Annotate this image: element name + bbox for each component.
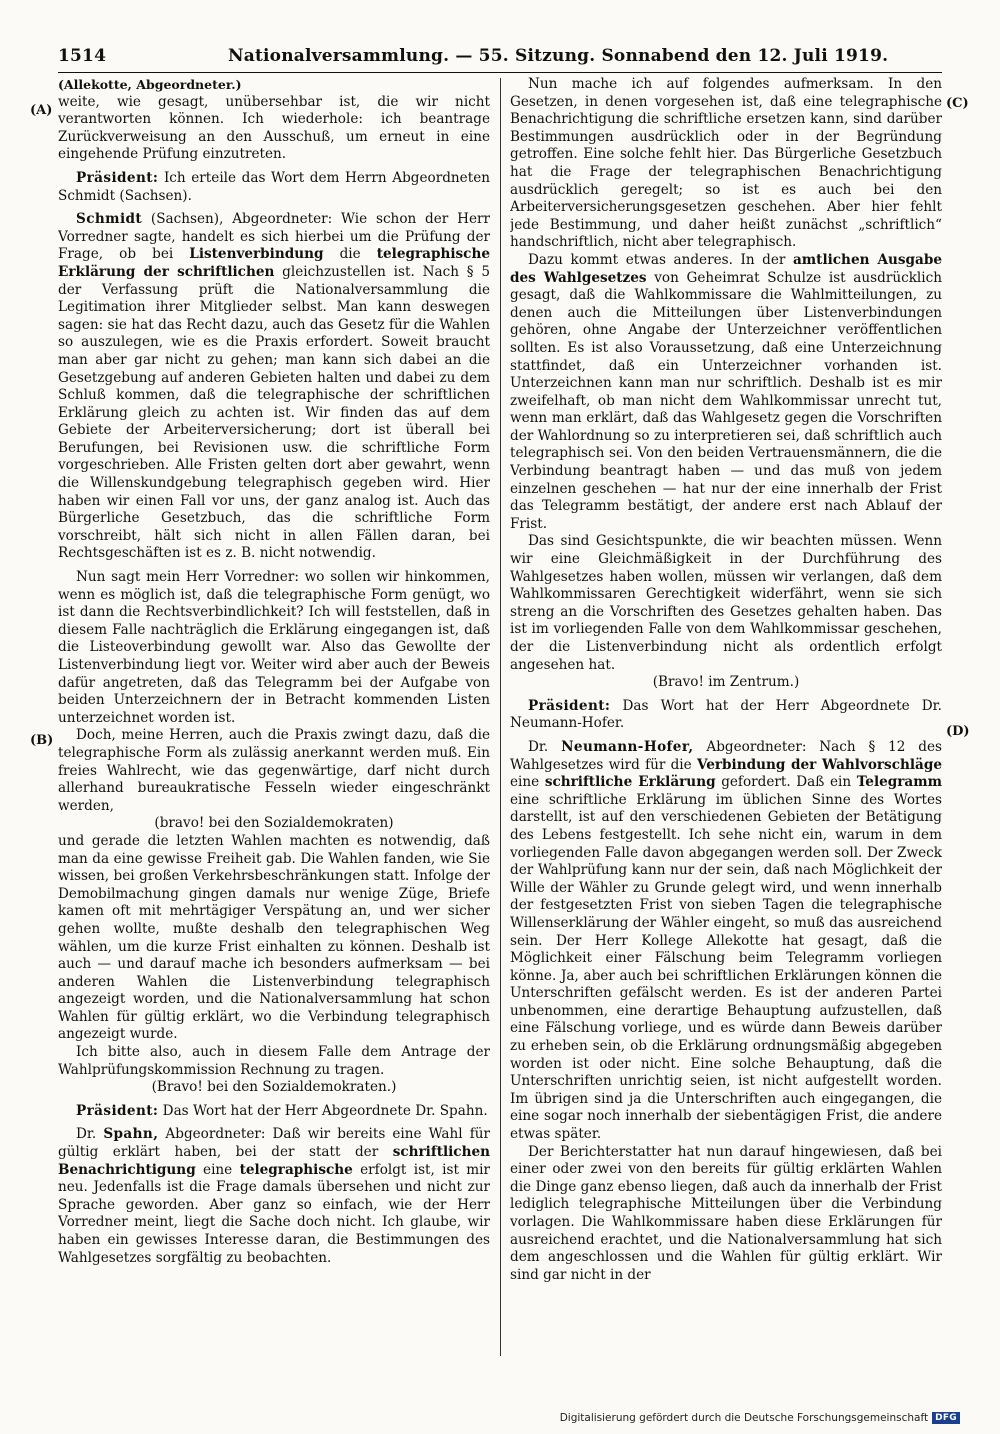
page-number: 1514 bbox=[58, 46, 107, 66]
speaker-name: Schmidt bbox=[76, 211, 143, 228]
emphasis: schriftlichen Benachrichtigung bbox=[58, 1144, 490, 1178]
speaker-name: Präsident: bbox=[76, 169, 159, 186]
speaker-name: Präsident: bbox=[76, 1102, 159, 1119]
paragraph-text: von Geheimrat Schulze ist ausdrücklich gesagt, daß die Wahlkommissare die Wahlmitteilungen, zu denen auch die Mitteilungen über Listenverbindungen gehören, ohne Angabe der Unterzeichner veröffentlichen sollten. Es ist also Voraussetzung, daß eine Unterzeichnung stattfindet, daß ein Unterzeichner vorhanden ist. Unterzeichnen kann man nur schriftlich. Deshalb ist es mir zweifelhaft, ob man nicht dem Wahlkommissar unrecht tut, wenn man erklärt, daß das Wahlgesetz gegen die Vorschriften der Wahlordnung so zu interpretieren sei, daß schriftlich auch telegraphisch sei. Von den beiden Vertrauensmännern, die die Verbindung beantragt haben — und das muß von jedem einzelnen geschehen — hat nur der eine innerhalb der Frist das Telegramm bestätigt, der andere erst nach Ablauf der Frist. bbox=[510, 269, 942, 532]
paragraph bbox=[58, 1103, 490, 1121]
paragraph bbox=[58, 170, 490, 205]
emphasis: Telegramm bbox=[856, 774, 942, 791]
paragraph-text: Dazu kommt etwas anderes. In der bbox=[528, 251, 786, 268]
paragraph-text: eine bbox=[203, 1161, 233, 1178]
paragraph bbox=[58, 1126, 490, 1267]
paragraph-text: Abgeordneter: Nach § 12 des Wahlgesetzes wird für die bbox=[510, 738, 942, 773]
emphasis: schriftliche Erklärung bbox=[544, 774, 716, 791]
paragraph-text: Abgeordneter: Daß wir bereits eine Wahl für gültig erklärt haben, bei der statt der bbox=[58, 1126, 490, 1161]
margin-marker-d: (D) bbox=[946, 724, 970, 739]
running-title: Nationalversammlung. — 55. Sitzung. Sonnabend den 12. Juli 1919. bbox=[228, 46, 889, 66]
emphasis: amtlichen Ausgabe des Wahlgesetzes bbox=[510, 251, 942, 286]
margin-marker-b: (B) bbox=[30, 733, 54, 748]
title-prefix: Dr. bbox=[76, 1126, 97, 1143]
right-column bbox=[510, 76, 942, 1356]
margin-marker-a: (A) bbox=[30, 103, 53, 118]
interjection: (bravo! bei den Sozialdemokraten) bbox=[154, 815, 394, 832]
speaker-name: Spahn, bbox=[103, 1126, 159, 1143]
paragraph bbox=[510, 698, 942, 733]
paragraph bbox=[510, 739, 942, 1144]
margin-marker-c: (C) bbox=[946, 96, 969, 111]
paragraph-text: erfolgt ist, ist mir neu. Jedenfalls ist die Frage damals übersehen und nicht zur Sprache geworden. Aber ganz so einfach, wie der Herr Vorredner meint, liegt die Sache doch nicht. Ich glaube, wir haben ein gewisses Interesse daran, die Bestimmungen des Wahlgesetzes sorgfältig zu beobachten. bbox=[58, 1161, 490, 1266]
paragraph-text: Ich erteile das Wort dem Herrn Abgeordneten Schmidt (Sachsen). bbox=[58, 169, 490, 204]
column-divider bbox=[500, 78, 501, 1356]
paragraph-text: eine bbox=[510, 774, 540, 791]
funding-credit: Digitalisierung gefördert durch die Deutsche Forschungsgemeinschaft bbox=[559, 1412, 929, 1424]
paragraph: Nun mache ich auf folgendes aufmerksam. In den Gesetzen, in denen vorgesehen ist, daß eine telegraphische Benachrichtigung die schriftliche ersetzen kann, sind darüber Bestimmungen ausdrücklich oder in der Begründung getroffen. Eine solche fehlt hier. Das Bürgerliche Gesetzbuch hat die Frage der telegraphischen Benachrichtigung ausdrücklich geregelt; so ist es auch bei den Arbeiterversicherungsgesetzen geschehen. Aber hier fehlt jede Bestimmung, und daher heißt zunächst „schriftlich“ handschriftlich, nicht aber telegraphisch. bbox=[510, 76, 942, 251]
paragraph-text: die bbox=[339, 246, 361, 263]
paragraph bbox=[58, 211, 490, 563]
interjection: (Bravo! im Zentrum.) bbox=[652, 674, 800, 691]
paragraph-text: (Sachsen), Abgeordneter: Wie schon der Herr Vorredner sagte, handelt es sich hierbei um die Prüfung der Frage, ob bei bbox=[58, 211, 490, 263]
dfg-logo: DFG bbox=[932, 1412, 960, 1424]
digitization-footer bbox=[560, 1412, 960, 1424]
title-prefix: Dr. bbox=[528, 738, 549, 755]
emphasis: telegraphische bbox=[239, 1161, 353, 1178]
paragraph-text: gleichzustellen ist. Nach § 5 der Verfassung prüft die Nationalversammlung die Legitimation ihrer Mitglieder selbst. Man kann deswegen sagen: sie hat das Recht dazu, auch das Gesetz für die Wahlen so auszulegen, wie es die Praxis erfordert. Soweit braucht man aber gar nicht zu gehen; man kann sich dabei an die Gesetzgebung auf anderen Gebieten halten und dabei zu dem Schluß kommen, daß die telegraphische der schriftlichen Erklärung gleich zu achten ist. Wir finden das auf dem Gebiete der Arbeiterversicherung; dort ist überall bei Berufungen, bei Revisionen usw. die schriftliche Form vorgeschrieben. Alle Fristen gelten dort aber gewahrt, wenn die Willenskundgebung telegraphisch gegeben wird. Hier haben wir einen Fall vor uns, der ganz analog ist. Auch das Bürgerliche Gesetzbuch, das die schriftliche Form vorschreibt, hält sich nicht in allen Fällen daran, bei Rechtsgeschäften ist es z. B. nicht notwendig. bbox=[58, 263, 490, 562]
emphasis: telegraphische Erklärung der schriftlichen bbox=[58, 246, 490, 280]
paragraph: und gerade die letzten Wahlen machten es notwendig, daß man da eine gewisse Freiheit gab. Die Wahlen fanden, wie Sie wissen, bei großen Verkehrsbeschränkungen statt. Infolge der Demobilmachung gingen damals nur wenige Züge, Briefe kamen oft mit mehrtägiger Verspätung an, und wer sicher gehen wollte, mußte deshalb den telegraphischen Weg wählen, um die kurze Frist einhalten zu können. Deshalb ist auch — und darauf mache ich besonders aufmerksam — bei anderen Wahlen die Listenverbindung telegraphisch angezeigt worden, und die Nationalversammlung hat schon Wahlen für gültig erklärt, wo die Verbindung telegraphisch angezeigt wurde. bbox=[58, 832, 490, 1043]
speaker-name: Neumann-Hofer, bbox=[561, 738, 694, 755]
paragraph: weite, wie gesagt, unübersehbar ist, die wir nicht verantworten können. Ich wiederhole: ich beantrage Zurückverweisung an den Ausschuß, um erneut in eine eingehende Prüfung einzutreten. bbox=[58, 93, 490, 163]
paragraph-text: Das Wort hat der Herr Abgeordnete Dr. Neumann-Hofer. bbox=[510, 697, 942, 732]
interjection: (Bravo! bei den Sozialdemokraten.) bbox=[151, 1079, 397, 1096]
emphasis: Verbindung der Wahlvorschläge bbox=[696, 756, 942, 773]
paragraph bbox=[510, 252, 942, 534]
paragraph-text: Das Wort hat der Herr Abgeordnete Dr. Spahn. bbox=[162, 1102, 488, 1119]
paragraph: Doch, meine Herren, auch die Praxis zwingt dazu, daß die telegraphische Form als zulässig anerkannt werden muß. Ein freies Wahlrecht, wie das gegenwärtige, darf nicht durch allerhand bureaukratische Fesseln wieder eingeschränkt werden, bbox=[58, 727, 490, 814]
paragraph: Der Berichterstatter hat nun darauf hingewiesen, daß bei einer oder zwei von den bereits für gültig erklärten Wahlen die Dinge ganz ebenso liegen, daß auch da innerhalb der Frist lediglich telegraphische Mitteilungen über die Verbindung vorlagen. Die Wahlkommissare haben diese Erklärungen für ausreichend erachtet, und die Nationalversammlung hat sich dem angeschlossen und die Wahlen für gültig erklärt. Wir sind gar nicht in der bbox=[510, 1143, 942, 1283]
paragraph: Nun sagt mein Herr Vorredner: wo sollen wir hinkommen, wenn es möglich ist, daß die telegraphische Form genügt, wo ist dann die Rechtsverbindlichkeit? Ich will feststellen, daß in diesem Falle nachträglich die Erklärung eingegangen ist, daß die Listeoverbindung gewollt war. Also das Gewollte der Listenverbindung liegt vor. Weiter wird aber auch der Beweis dafür angetreten, daß das Telegramm bei der Aufgabe von beiden Unterzeichnern der in Betracht kommenden Listen unterzeichnet worden ist. bbox=[58, 569, 490, 726]
speaker-continuation-note: (Allekotte, Abgeordneter.) bbox=[58, 77, 242, 92]
paragraph-text: eine schriftliche Erklärung im üblichen Sinne des Wortes darstellt, ist auf den verschiedenen Gebieten der Betätigung des Lebens festgestellt. Ich sehe nicht ein, warum in dem vorliegenden Falle davon abgegangen werden soll. Der Zweck der Wahlprüfung kann nur der sein, daß nach Möglichkeit der Wille der Wähler zu Grunde gelegt wird, und wenn innerhalb der festgesetzten Frist von sieben Tagen die telegraphische Willenserklärung der Wähler eingeht, so muß das ausreichend sein. Der Herr Kollege Allekotte hat gesagt, daß die Möglichkeit einer Fälschung beim Telegramm vorliegen könne. Ja, aber auch bei schriftlichen Erklärungen können die Unterschriften gefälscht werden. Es ist der anderen Partei unbenommen, eine derartige Behauptung aufzustellen, daß eine Fälschung vorliege, und es würde dann Beweis darüber zu erheben sein, ob die Erklärung ordnungsmäßig abgegeben worden ist oder nicht. Eine solche Behauptung, daß die Unterschriften unrichtig seien, ist nicht aufgestellt worden. Im übrigen sind ja die Unterschriften auch eingegangen, die eine sogar noch innerhalb der siebentägigen Frist, die andere etwas später. bbox=[510, 791, 942, 1143]
page-header bbox=[58, 44, 942, 73]
paragraph: Ich bitte also, auch in diesem Falle dem Antrage der Wahlprüfungskommission Rechnung zu tragen. bbox=[58, 1044, 490, 1078]
speaker-name: Präsident: bbox=[528, 697, 611, 714]
emphasis: Listenverbindung bbox=[189, 246, 324, 263]
left-column bbox=[58, 76, 490, 1356]
paragraph-text: gefordert. Daß ein bbox=[721, 774, 852, 791]
paragraph: Das sind Gesichtspunkte, die wir beachten müssen. Wenn wir eine Gleichmäßigkeit in der Durchführung des Wahlgesetzes haben wollen, müssen wir verlangen, daß dem Wahlkommissaren Gerechtigkeit widerfährt, wenn sie sich streng an die Vorschriften des Gesetzes gehalten haben. Das ist im vorliegenden Falle von dem Wahlkommissar geschehen, der die Listenverbindung nicht als ordentlich erfolgt angesehen hat. bbox=[510, 533, 942, 673]
